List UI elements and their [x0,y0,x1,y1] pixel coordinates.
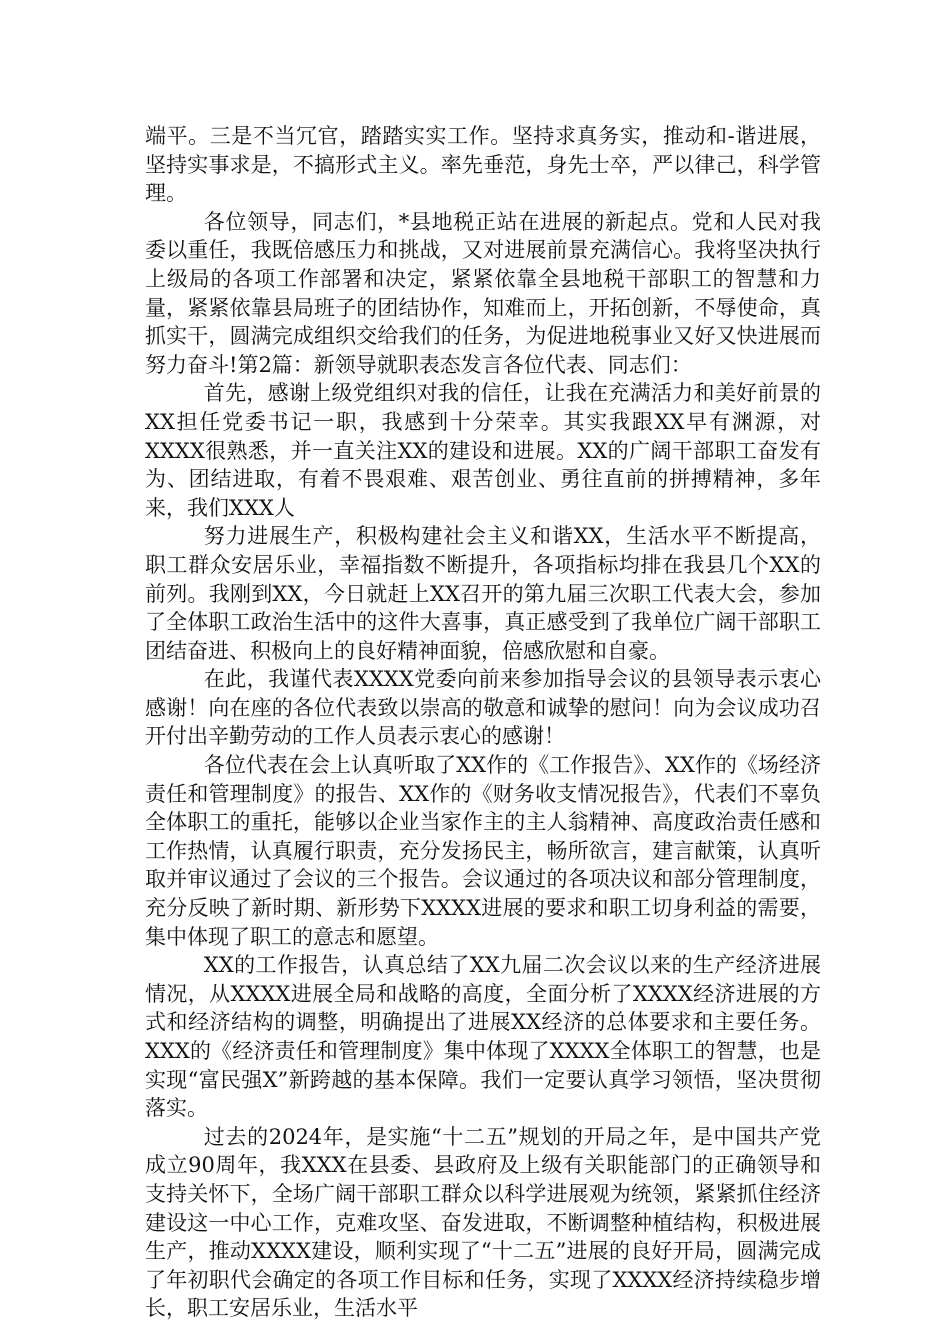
paragraph: 过去的2024年，是实施“十二五”规划的开局之年，是中国共产党成立90周年，我XXX在县委、县政府及上级有关职能部门的正确领导和支持关怀下，全场广阔干部职工群众以科学进展观为统领，紧紧抓住经济建设这一中心工作，克难攻坚、奋发进取，不断调整种植结构，积极进展生产，推动XXXX建设，顺利实现了“十二五”进展的良好开局，圆满完成了年初职代会确定的各项工作目标和任务，实现了XXXX经济持续稳步增长，职工安居乐业，生活水平 [145,1124,821,1321]
paragraph: 各位代表在会上认真听取了XX作的《工作报告》、XX作的《场经济责任和管理制度》的报告、XX作的《财务收支情况报告》，代表们不辜负全体职工的重托，能够以企业当家作主的主人翁精神、高度政治责任感和工作热情，认真履行职责，充分发扬民主，畅所欲言，建言献策，认真听取并审议通过了会议的三个报告。会议通过的各项决议和部分管理制度，充分反映了新时期、新形势下XXXX进展的要求和职工切身利益的需要，集中体现了职工的意志和愿望。 [145,753,821,949]
paragraph: 努力进展生产，积极构建社会主义和谐XX，生活水平不断提高，职工群众安居乐业，幸福指数不断提升，各项指标均排在我县几个XX的前列。我刚到XX，今日就赶上XX召开的第九届三次职工代表大会，参加了全体职工政治生活中的这件大喜事，真正感受到了我单位广阔干部职工团结奋进、积极向上的良好精神面貌，倍感欣慰和自豪。 [145,524,821,663]
paragraph: 各位领导，同志们，*县地税正站在进展的新起点。党和人民对我委以重任，我既倍感压力和挑战，又对进展前景充满信心。我将坚决执行上级局的各项工作部署和决定，紧紧依靠全县地税干部职工的智慧和力量，紧紧依靠县局班子的团结协作，知难而上，开拓创新，不辱使命，真抓实干，圆满完成组织交给我们的任务，为促进地税事业又好又快进展而努力奋斗!第2篇：新领导就职表态发言各位代表、同志们： [145,209,821,377]
document-body [145,122,821,1323]
paragraph: 首先，感谢上级党组织对我的信任，让我在充满活力和美好前景的XX担任党委书记一职，我感到十分荣幸。其实我跟XX早有渊源，对XXXX很熟悉，并一直关注XX的建设和进展。XX的广阔干部职工奋发有为、团结进取，有着不畏艰难、艰苦创业、勇往直前的拼搏精神，多年来，我们XXX人 [145,381,821,520]
paragraph: 在此，我谨代表XXXX党委向前来参加指导会议的县领导表示衷心感谢！向在座的各位代表致以崇高的敬意和诚挚的慰问！向为会议成功召开付出辛勤劳动的工作人员表示衷心的感谢！ [145,667,821,749]
paragraph: XX的工作报告，认真总结了XX九届二次会议以来的生产经济进展情况，从XXXX进展全局和战略的高度，全面分析了XXXX经济进展的方式和经济结构的调整，明确提出了进展XX经济的总体要求和主要任务。XXX的《经济责任和管理制度》集中体现了XXXX全体职工的智慧，也是实现“富民强X”新跨越的基本保障。我们一定要认真学习领悟，坚决贯彻落实。 [145,953,821,1121]
paragraph: 端平。三是不当冗官，踏踏实实工作。坚持求真务实，推动和-谐进展，坚持实事求是，不搞形式主义。率先垂范，身先士卒，严以律己，科学管理。 [145,124,821,206]
